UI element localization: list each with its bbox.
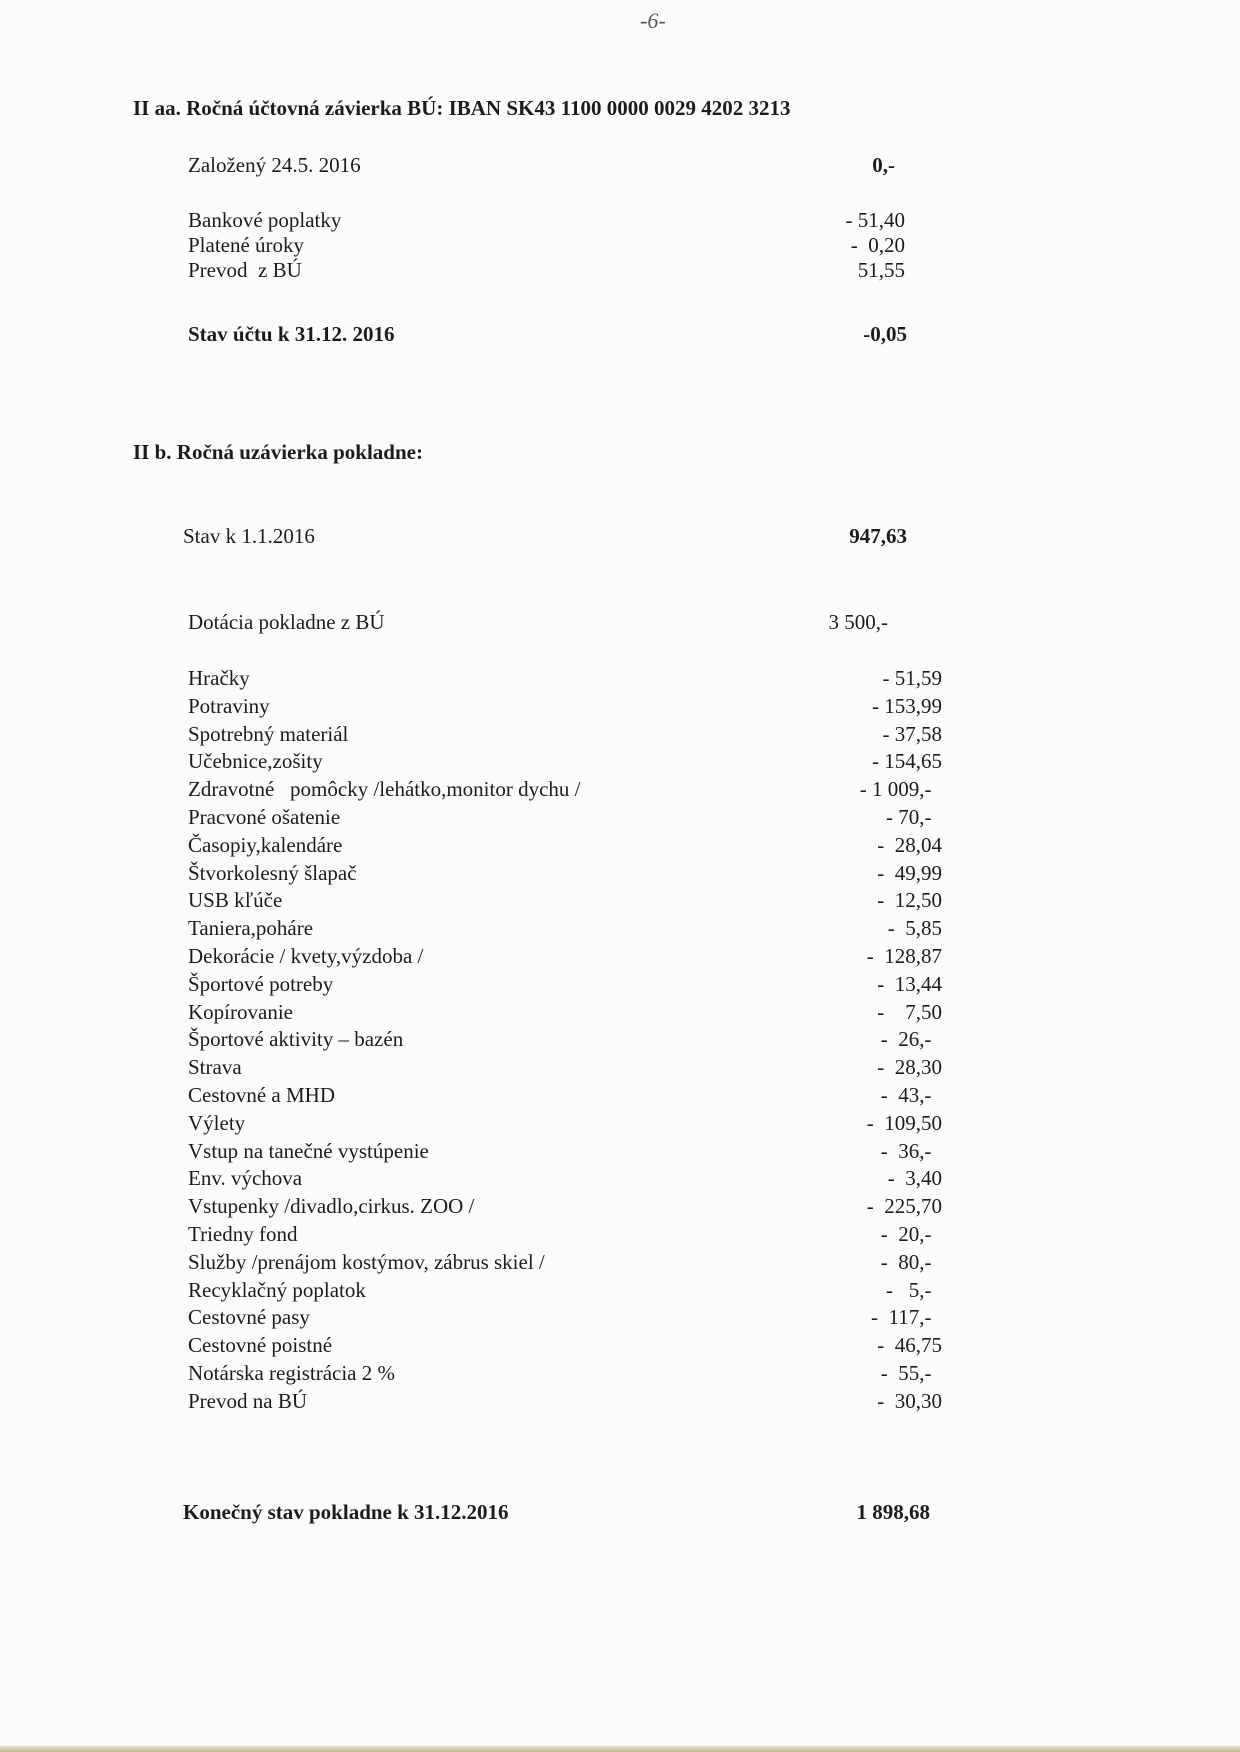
expense-label: Notárska registrácia 2 % [188,1360,395,1385]
expense-label: Vstupenky /divadlo,cirkus. ZOO / [188,1194,475,1219]
bank-item-label: Bankové poplatky [188,208,342,232]
expense-value: - 3,40 [887,1166,942,1191]
expense-label: Cestovné poistné [188,1333,333,1358]
expense-label: Pracvoné ošatenie [188,804,341,829]
expense-value: - 55,- [880,1360,942,1385]
expense-value: - 5,85 [887,916,942,941]
expense-label: Športové potreby [188,971,334,996]
expense-label: Štvorkolesný šlapač [188,860,357,885]
expense-row [0,833,1240,861]
expense-value: - 7,50 [877,999,942,1024]
expense-label: Taniera,poháre [188,916,314,941]
expense-row [0,1166,1240,1194]
expense-row [0,1139,1240,1167]
expense-value: - 225,70 [866,1194,942,1219]
bank-opened-label: Založený 24.5. 2016 [188,153,361,177]
expense-row [0,944,1240,972]
expense-value: - 70,- [886,804,942,829]
expense-row [0,861,1240,889]
expense-label: Cestovné pasy [188,1305,310,1330]
expense-label: Prevod na BÚ [188,1388,307,1413]
scan-edge [0,1746,1240,1752]
expense-label: Potraviny [188,693,270,718]
expense-row [0,1083,1240,1111]
expense-row [0,722,1240,750]
expense-value: - 12,50 [877,888,942,913]
expense-label: Env. výchova [188,1166,303,1191]
expense-row [0,1389,1240,1417]
expense-row [0,749,1240,777]
expense-value: - 5,- [886,1277,942,1302]
expense-value: - 1 009,- [859,777,942,802]
expense-value: - 13,44 [877,971,942,996]
expense-value: - 46,75 [877,1333,942,1358]
expense-value: - 43,- [880,1082,942,1107]
expense-row [0,1333,1240,1361]
expense-label: Strava [188,1055,242,1080]
expense-row [0,972,1240,1000]
expense-label: Zdravotné pomôcky /lehátko,monitor dychu / [188,777,581,802]
expense-label: Učebnice,zošity [188,749,323,774]
expense-label: Časopiy,kalendáre [188,832,343,857]
bank-balance-label: Stav účtu k 31.12. 2016 [188,322,395,346]
expense-value: - 26,- [880,1027,942,1052]
cash-section-title: II b. Ročná uzávierka pokladne: [133,440,423,464]
expense-value: - 49,99 [877,860,942,885]
expense-label: Cestovné a MHD [188,1082,335,1107]
expense-list [0,666,1240,1417]
cash-opening-value: 947,63 [849,524,907,548]
cash-closing-label: Konečný stav pokladne k 31.12.2016 [183,1500,509,1524]
expense-label: Spotrebný materiál [188,721,349,746]
expense-value: - 154,65 [872,749,942,774]
expense-value: - 153,99 [872,693,942,718]
expense-value: - 28,04 [877,832,942,857]
expense-row [0,1000,1240,1028]
cash-closing-value: 1 898,68 [856,1500,930,1524]
expense-value: - 30,30 [877,1388,942,1413]
cash-opening-label: Stav k 1.1.2016 [183,524,315,548]
expense-value: - 28,30 [877,1055,942,1080]
expense-row [0,805,1240,833]
bank-opened-value: 0,- [872,153,895,177]
expense-row [0,1055,1240,1083]
expense-row [0,777,1240,805]
expense-value: - 80,- [880,1249,942,1274]
expense-row [0,666,1240,694]
expense-row [0,1250,1240,1278]
bank-section-title: II aa. Ročná účtovná závierka BÚ: IBAN SK43 1100 0000 0029 4202 3213 [133,96,791,120]
expense-label: USB kľúče [188,888,283,913]
expense-label: Služby /prenájom kostýmov, zábrus skiel / [188,1249,545,1274]
bank-item-label: Prevod z BÚ [188,258,302,282]
expense-row [0,1305,1240,1333]
expense-value: - 20,- [880,1221,942,1246]
expense-label: Triedny fond [188,1221,298,1246]
expense-row [0,888,1240,916]
bank-item-value: - 51,40 [845,208,905,232]
expense-value: - 109,50 [866,1110,942,1135]
expense-value: - 51,59 [882,666,942,690]
expense-label: Recyklačný poplatok [188,1277,366,1302]
expense-label: Športové aktivity – bazén [188,1027,404,1052]
bank-item-value: - 0,20 [850,233,905,257]
expense-row [0,1194,1240,1222]
bank-item-value: 51,55 [857,258,905,282]
page-number: -6- [640,8,666,33]
expense-row [0,1027,1240,1055]
expense-label: Kopírovanie [188,999,293,1024]
cash-subsidy-label: Dotácia pokladne z BÚ [188,610,385,634]
expense-row [0,694,1240,722]
bank-balance-value: -0,05 [863,322,907,346]
expense-row [0,1278,1240,1306]
expense-label: Hračky [188,666,250,690]
expense-row [0,1111,1240,1139]
expense-value: - 36,- [880,1138,942,1163]
expense-row [0,916,1240,944]
expense-label: Dekorácie / kvety,výzdoba / [188,943,424,968]
cash-subsidy-value: 3 500,- [828,610,888,634]
expense-value: - 117,- [871,1305,942,1330]
expense-value: - 37,58 [882,721,942,746]
bank-item-label: Platené úroky [188,233,305,257]
expense-row [0,1361,1240,1389]
expense-value: - 128,87 [866,943,942,968]
expense-label: Výlety [188,1110,246,1135]
expense-row [0,1222,1240,1250]
expense-label: Vstup na tanečné vystúpenie [188,1138,429,1163]
